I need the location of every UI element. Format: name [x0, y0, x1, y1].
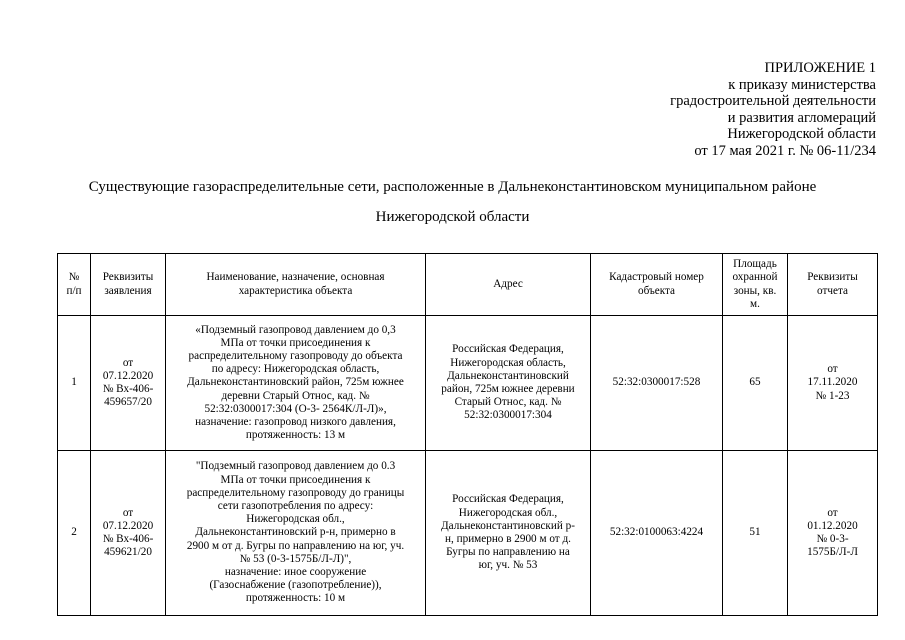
cell-application: от 07.12.2020 № Вх-406- 459621/20 — [91, 451, 166, 616]
table-row — [58, 451, 878, 616]
title-line-1: Существующие газораспределительные сети, расположенные в Дальнеконстантиновском муниципальном районе — [88, 179, 817, 195]
cell-number: 2 — [58, 451, 91, 616]
cell-description: "Подземный газопровод давлением до 0.3 МПа от точки присоединения к распределительному газопроводу до границы сети газопотребления по адресу: Нижегородская обл., Дальнеконстантиновский р-н, примерно в 2900 м от д. Бугры по направлению на юг, уч. № 53 (0-3-1575Б/Л-Л)", назначение: иное сооружение (Газоснабжение (газопотребление)), протяженность: 10 м — [166, 451, 426, 616]
cell-area: 65 — [723, 316, 788, 451]
cell-number: 1 — [58, 316, 91, 451]
cell-cadastral: 52:32:0300017:528 — [591, 316, 723, 451]
table-header-row — [58, 254, 878, 316]
cell-application: от 07.12.2020 № Вх-406- 459657/20 — [91, 316, 166, 451]
header-address: Адрес — [426, 254, 591, 316]
cell-report: от 01.12.2020 № 0-3- 1575Б/Л-Л — [788, 451, 878, 616]
header-report: Реквизиты отчета — [788, 254, 878, 316]
cell-address: Российская Федерация, Нижегородская обл., Дальнеконстантиновский р- н, примерно в 2900 м от д. Бугры по направлению на юг, уч. № 53 — [426, 451, 591, 616]
appendix-line: градостроительной деятельности — [670, 93, 876, 110]
cell-area: 51 — [723, 451, 788, 616]
header-description: Наименование, назначение, основная характеристика объекта — [166, 254, 426, 316]
appendix-line: Нижегородской области — [727, 126, 876, 143]
header-number: № п/п — [58, 254, 91, 316]
appendix-line: к приказу министерства — [728, 76, 876, 93]
appendix-line: и развития агломераций — [727, 109, 876, 126]
appendix-line: ПРИЛОЖЕНИЕ 1 — [764, 60, 876, 76]
cell-report: от 17.11.2020 № 1-23 — [788, 316, 878, 451]
appendix-line: от 17 мая 2021 г. № 06-11/234 — [694, 142, 876, 159]
header-application: Реквизиты заявления — [91, 254, 166, 316]
appendix-block — [670, 60, 876, 160]
document-title — [0, 179, 905, 225]
header-area: Площадь охранной зоны, кв. м. — [723, 254, 788, 316]
header-cadastral: Кадастровый номер объекта — [591, 254, 723, 316]
cell-description: «Подземный газопровод давлением до 0,3 МПа от точки присоединения к распределительному газопроводу до объекта по адресу: Нижегородская область, Дальнеконстантиновский район, 725м южнее деревни Старый Относ, кад. № 52:32:0300017:304 (О-3- 2564К/Л-Л)», назначение: газопровод низкого давления, протяженность: 13 м — [166, 316, 426, 451]
cell-cadastral: 52:32:0100063:4224 — [591, 451, 723, 616]
title-line-2: Нижегородской области — [375, 209, 530, 225]
cell-address: Российская Федерация, Нижегородская область, Дальнеконстантиновский район, 725м южнее деревни Старый Относ, кад. № 52:32:0300017:304 — [426, 316, 591, 451]
table-row — [58, 316, 878, 451]
gas-network-table — [57, 253, 878, 616]
